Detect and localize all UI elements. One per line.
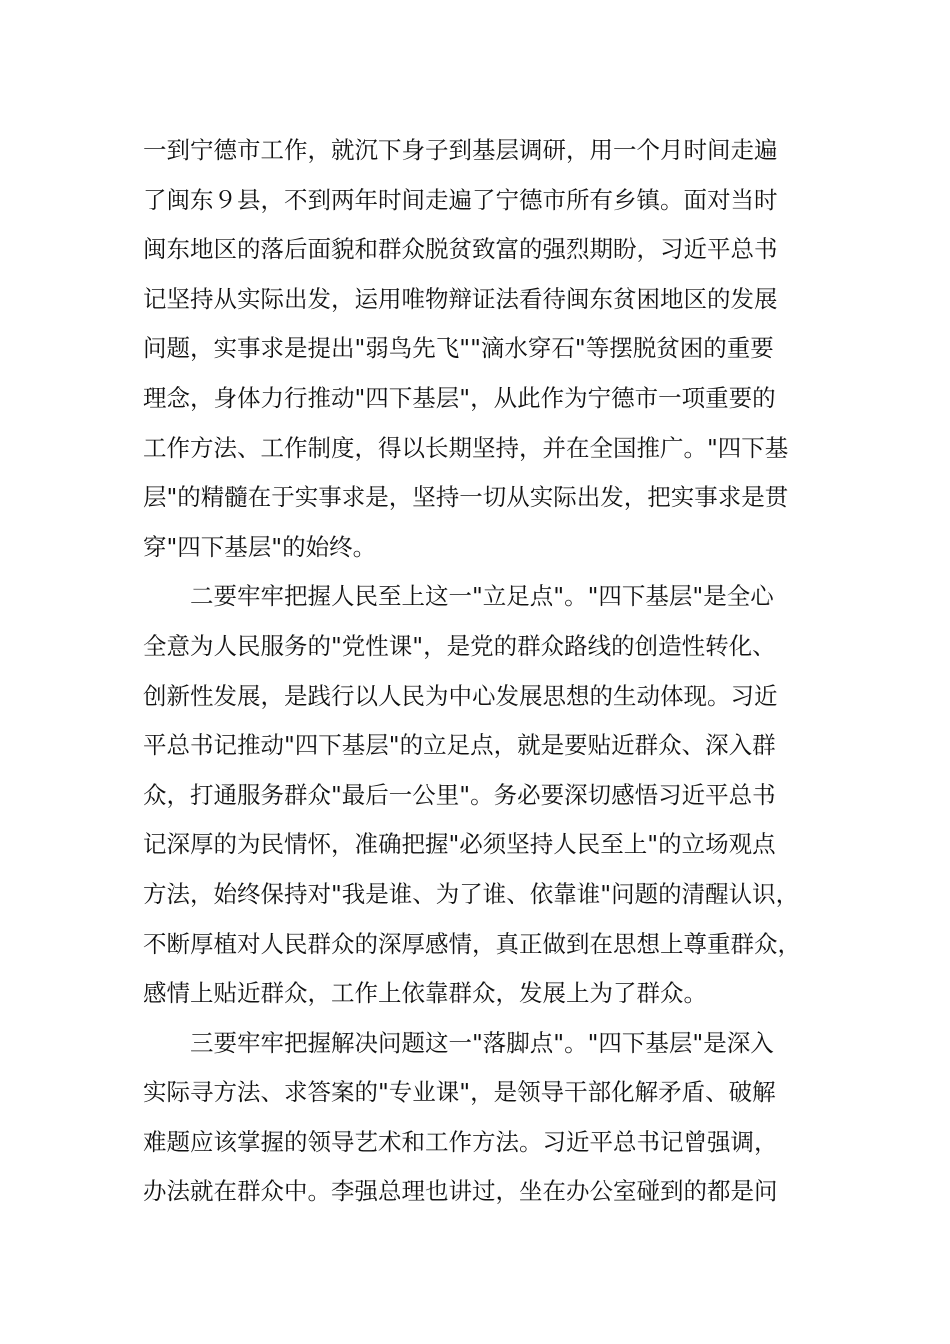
text-line: 层"的精髓在于实事求是，坚持一切从实际出发，把实事求是贯 <box>143 483 789 512</box>
text-line: 平总书记推动"四下基层"的立足点，就是要贴近群众、深入群 <box>143 731 776 760</box>
text-line: 记坚持从实际出发，运用唯物辩证法看待闽东贫困地区的发展 <box>143 284 778 313</box>
text-line: 问题，实事求是提出"弱鸟先飞""滴水穿石"等摆脱贫困的重要 <box>143 334 774 363</box>
text-line: 闽东地区的落后面貌和群众脱贫致富的强烈期盼，习近平总书 <box>143 235 778 264</box>
text-line: 理念，身体力行推动"四下基层"，从此作为宁德市一项重要的 <box>143 383 776 412</box>
text-line: 方法，始终保持对"我是谁、为了谁、依靠谁"问题的清醒认识， <box>143 879 800 908</box>
text-line: 穿"四下基层"的始终。 <box>143 532 377 561</box>
text-line: 记深厚的为民情怀，准确把握"必须坚持人民至上"的立场观点 <box>143 830 776 859</box>
text-line: 难题应该掌握的领导艺术和工作方法。习近平总书记曾强调， <box>143 1127 778 1156</box>
text-line: 办法就在群众中。李强总理也讲过，坐在办公室碰到的都是问 <box>143 1177 778 1206</box>
document-body <box>143 126 843 1217</box>
text-line: 了闽东９县，不到两年时间走遍了宁德市所有乡镇。面对当时 <box>143 185 778 214</box>
text-line: 感情上贴近群众，工作上依靠群众，发展上为了群众。 <box>143 979 707 1008</box>
text-line: 工作方法、工作制度，得以长期坚持，并在全国推广。"四下基 <box>143 433 789 462</box>
text-line: 众，打通服务群众"最后一公里"。务必要深切感悟习近平总书 <box>143 780 776 809</box>
text-line: 一到宁德市工作，就沉下身子到基层调研，用一个月时间走遍 <box>143 136 778 164</box>
text-line: 全意为人民服务的"党性课"，是党的群众路线的创造性转化、 <box>143 631 776 660</box>
text-line: 实际寻方法、求答案的"专业课"，是领导干部化解矛盾、破解 <box>143 1078 776 1107</box>
paragraph-first-line: 二要牢牢把握人民至上这一"立足点"。"四下基层"是全心 <box>190 582 774 611</box>
text-line: 不断厚植对人民群众的深厚感情，真正做到在思想上尊重群众， <box>143 929 801 958</box>
text-line: 创新性发展，是践行以人民为中心发展思想的生动体现。习近 <box>143 681 778 710</box>
paragraph-first-line: 三要牢牢把握解决问题这一"落脚点"。"四下基层"是深入 <box>190 1028 774 1057</box>
